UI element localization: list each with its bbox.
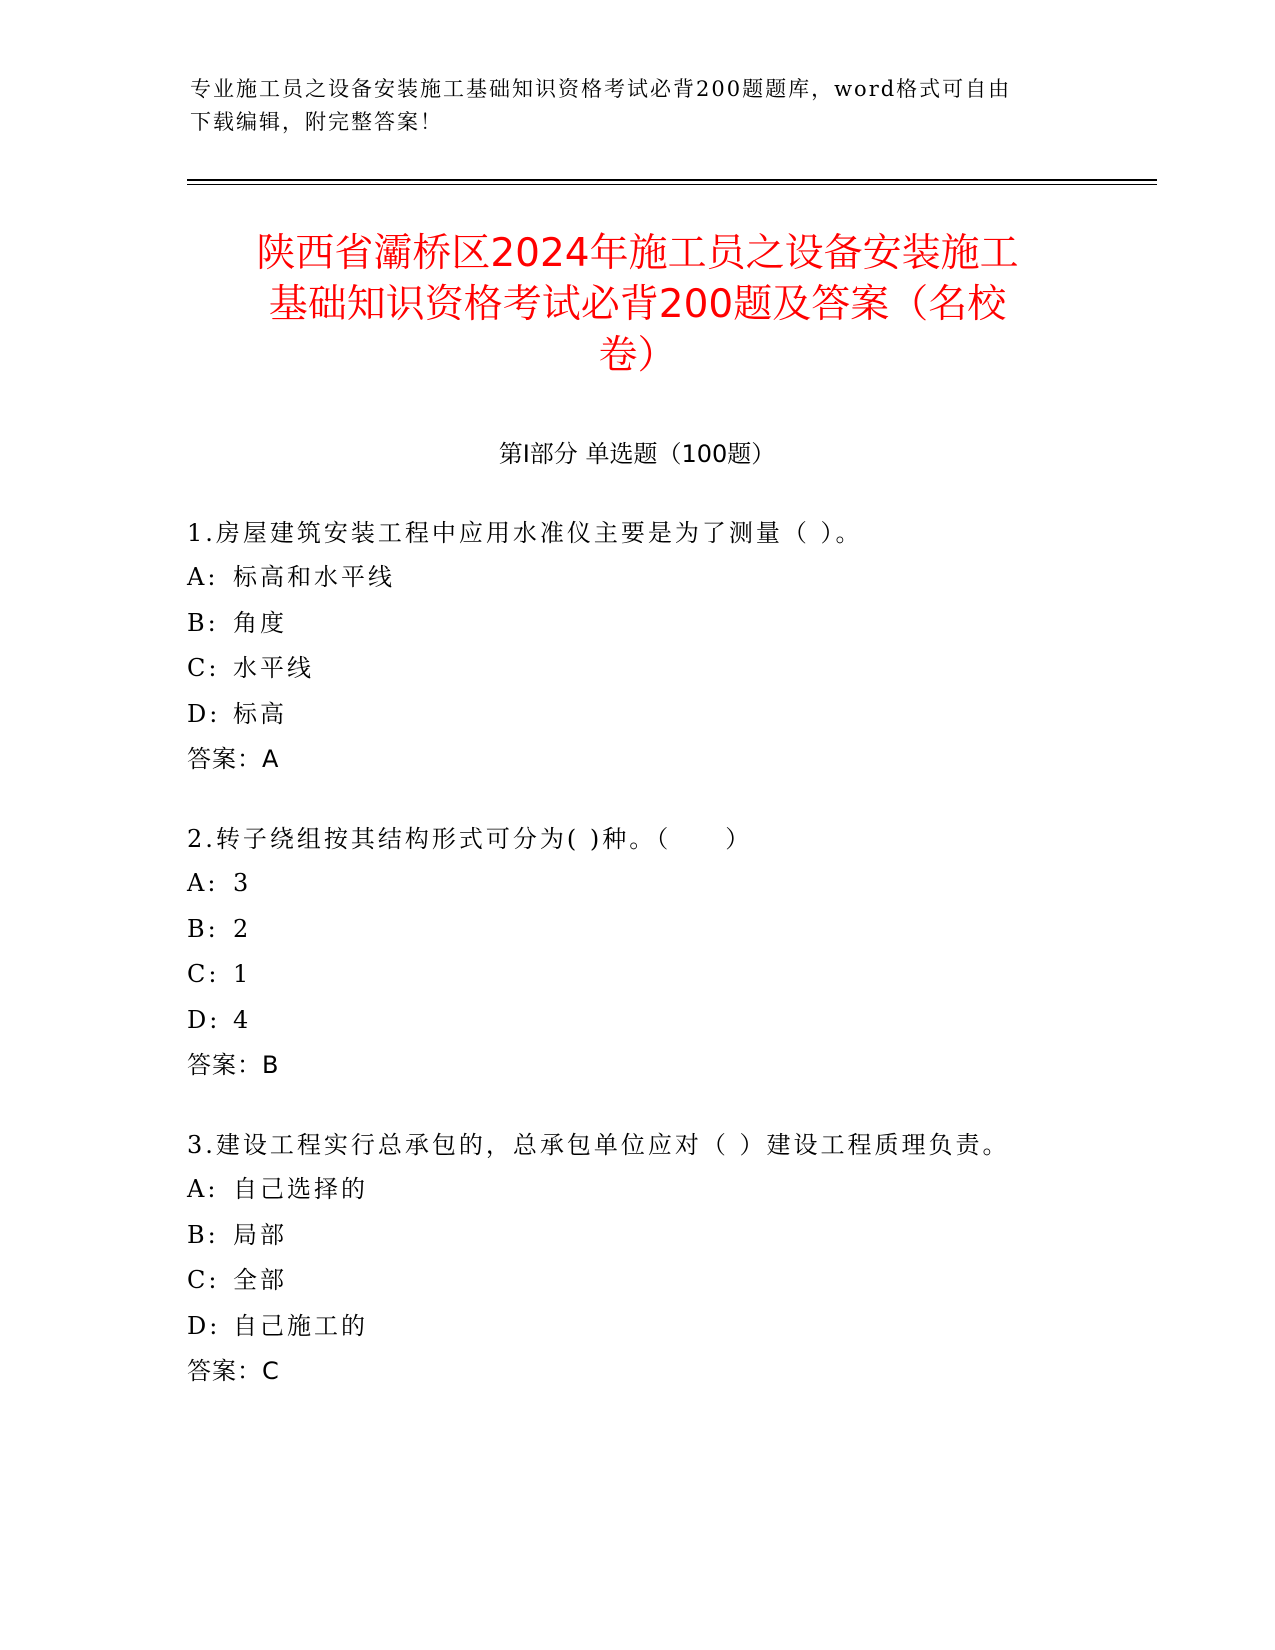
document-title-line-1: 陕西省灞桥区2024年施工员之设备安装施工: [256, 231, 1019, 276]
option-text: 全部: [233, 1266, 287, 1294]
option-key: D:: [187, 699, 221, 728]
option-key: D:: [187, 1311, 221, 1340]
option-c: [187, 952, 1107, 998]
option-text: 1: [233, 960, 252, 988]
question-stem: 2.转子绕组按其结构形式可分为( )种。（ ）: [187, 825, 753, 853]
option-key: B:: [187, 914, 219, 943]
option-b: [187, 907, 1107, 953]
question-3: [187, 1123, 1107, 1394]
option-key: B:: [187, 1220, 219, 1249]
option-key: D:: [187, 1005, 221, 1034]
document-title: [160, 228, 1115, 381]
option-text: 水平线: [233, 654, 314, 682]
header-divider-thin: [187, 184, 1157, 185]
question-2: [187, 817, 1107, 1088]
option-key: B:: [187, 608, 219, 637]
option-c: [187, 646, 1107, 692]
header-note: [190, 73, 1090, 139]
option-key: C:: [187, 960, 220, 988]
header-divider-thick: [187, 179, 1157, 181]
option-text: 自己施工的: [233, 1311, 368, 1340]
option-a: [187, 555, 1107, 601]
answer: 答案：A: [187, 745, 280, 773]
option-c: [187, 1258, 1107, 1304]
option-text: 局部: [233, 1220, 287, 1249]
option-a: [187, 1167, 1107, 1213]
option-d: [187, 1304, 1107, 1350]
option-a: [187, 861, 1107, 907]
option-b: [187, 1213, 1107, 1259]
option-key: A:: [187, 563, 219, 591]
answer: 答案：B: [187, 1051, 280, 1079]
document-title-line-2: 基础知识资格考试必背200题及答案（名校: [268, 282, 1007, 327]
section-title: 第Ⅰ部分 单选题（100题）: [498, 440, 776, 468]
option-text: 标高和水平线: [233, 563, 395, 591]
answer: 答案：C: [187, 1357, 280, 1385]
option-text: 3: [233, 869, 252, 897]
question-stem: 1.房屋建筑安装工程中应用水准仪主要是为了测量（ ）。: [187, 519, 863, 547]
question-stem: 3.建设工程实行总承包的，总承包单位应对（ ）建设工程质理负责。: [187, 1131, 1010, 1159]
option-text: 自己选择的: [233, 1175, 368, 1203]
option-text: 2: [233, 914, 252, 943]
option-d: [187, 692, 1107, 738]
option-key: A:: [187, 1175, 219, 1203]
question-1: [187, 511, 1107, 782]
document-title-line-3: 卷）: [598, 333, 677, 378]
option-d: [187, 998, 1107, 1044]
option-key: A:: [187, 869, 219, 897]
option-text: 4: [233, 1005, 252, 1034]
option-b: [187, 601, 1107, 647]
header-note-line-2: 下载编辑，附完整答案！: [190, 110, 443, 134]
option-key: C:: [187, 1266, 220, 1294]
header-note-line-1: 专业施工员之设备安装施工基础知识资格考试必背200题题库，word格式可自由: [190, 77, 1012, 101]
option-text: 标高: [233, 699, 287, 728]
option-text: 角度: [233, 608, 287, 637]
option-key: C:: [187, 654, 220, 682]
